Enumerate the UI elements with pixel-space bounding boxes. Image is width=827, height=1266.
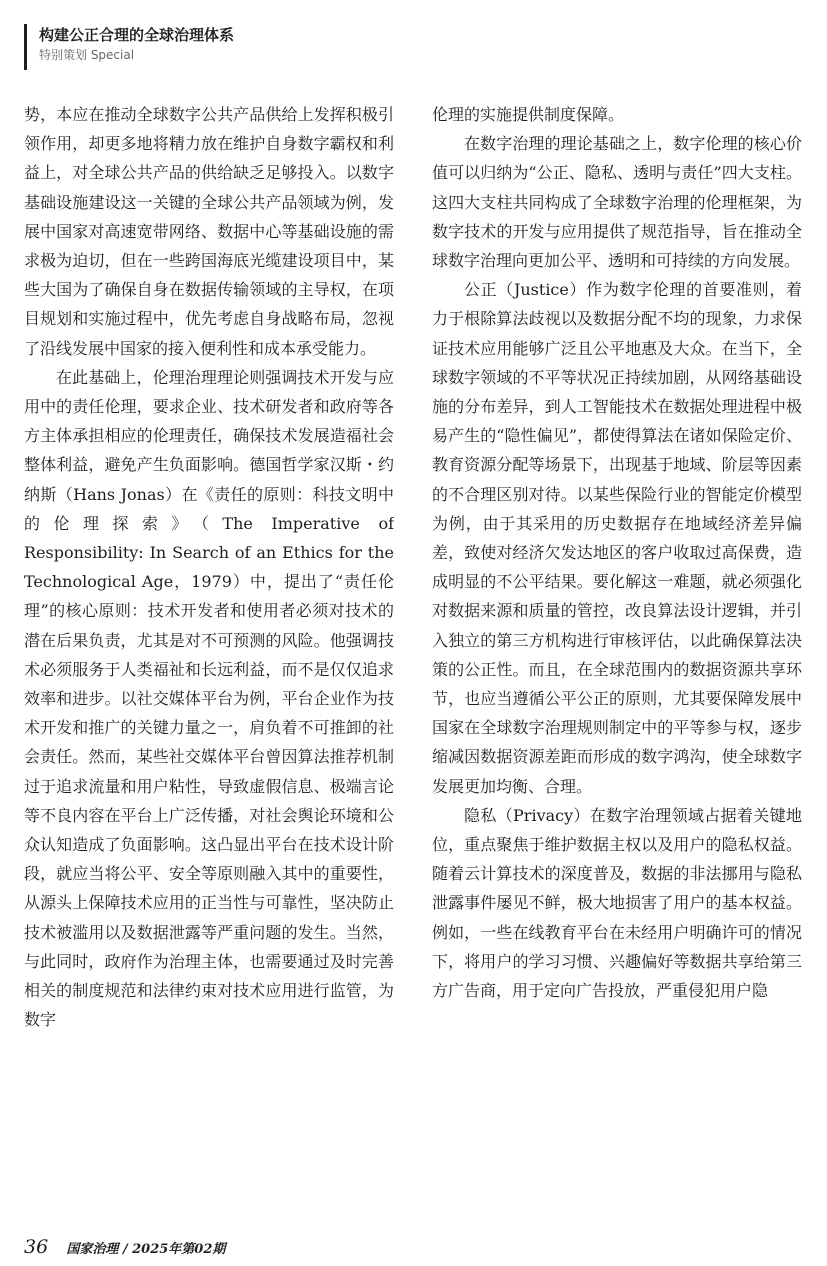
paragraph: 隐私（Privacy）在数字治理领域占据着关键地位，重点聚焦于维护数据主权以及用户的隐私权益。随着云计算技术的深度普及，数据的非法挪用与隐私泄露事件屡见不鲜，极大地损害了用户的基本权益。例如，一些在线教育平台在未经用户明确许可的情况下，将用户的学习习惯、兴趣偏好等数据共享给第三方广告商，用于定向广告投放，严重侵犯用户隐 [432, 805, 802, 1001]
section-subtitle: 特别策划 Special [39, 48, 135, 62]
paragraph: 势，本应在推动全球数字公共产品供给上发挥积极引领作用，却更多地将精力放在维护自身数字霸权和利益上，对全球公共产品的供给缺乏足够投入。以数字基础设施建设这一关键的全球公共产品领域为例，发展中国家对高速宽带网络、数据中心等基础设施的需求极为迫切，但在一些跨国海底光缆建设项目中，某些大国为了确保自身在数据传输领域的主导权，在项目规划和实施过程中，优先考虑自身战略布局，忽视了沿线发展中国家的接入便利性和成本承受能力。 [24, 105, 394, 358]
paragraph: 在此基础上，伦理治理理论则强调技术开发与应用中的责任伦理，要求企业、技术研发者和政府等各方主体承担相应的伦理责任，确保技术发展造福社会整体利益，避免产生负面影响。德国哲学家汉斯・约纳斯（Hans Jonas）在《责任的原则：科技文明中的伦理探索》（The Imperative of Responsibility: In Search of an Ethics for the Technological Age，1979）中，提出了“责任伦理”的核心原则：技术开发者和使用者必须对技术的潜在后果负责，尤其是对不可预测的风险。他强调技术必须服务于人类福祉和长远利益，而不是仅仅追求效率和进步。以社交媒体平台为例，平台企业作为技术开发和推广的关键力量之一，肩负着不可推卸的社会责任。然而，某些社交媒体平台曾因算法推荐机制过于追求流量和用户粘性，导致虚假信息、极端言论等不良内容在平台上广泛传播，对社会舆论环境和公众认知造成了负面影响。这凸显出平台在技术设计阶段，就应当将公平、安全等原则融入其中的重要性，从源头上保障技术应用的正当性与可靠性，坚决防止技术被滥用以及数据泄露等严重问题的发生。当然，与此同时，政府作为治理主体，也需要通过及时完善相关的制度规范和法律约束对技术应用进行监管，为数字 [24, 367, 394, 1030]
running-header [24, 24, 234, 70]
journal-issue: 国家治理 / 2025年第02期 [66, 1242, 226, 1257]
paragraph: 伦理的实施提供制度保障。 [432, 105, 625, 124]
right-column [432, 100, 802, 1200]
page-number: 36 [24, 1236, 49, 1258]
section-title: 构建公正合理的全球治理体系 [39, 26, 235, 44]
paragraph: 在数字治理的理论基础之上，数字伦理的核心价值可以归纳为“公正、隐私、透明与责任”四大支柱。这四大支柱共同构成了全球数字治理的伦理框架，为数字技术的开发与应用提供了规范指导，旨在推动全球数字治理向更加公平、透明和可持续的方向发展。 [432, 134, 802, 271]
page-footer [24, 1237, 225, 1260]
left-column [24, 100, 394, 1200]
paragraph: 公正（Justice）作为数字伦理的首要准则，着力于根除算法歧视以及数据分配不均的现象，力求保证技术应用能够广泛且公平地惠及大众。在当下，全球数字领域的不平等状况正持续加剧，从网络基础设施的分布差异，到人工智能技术在数据处理进程中极易产生的“隐性偏见”，都使得算法在诸如保险定价、教育资源分配等场景下，出现基于地域、阶层等因素的不合理区别对待。以某些保险行业的智能定价模型为例，由于其采用的历史数据存在地域经济差异偏差，致使对经济欠发达地区的客户收取过高保费，造成明显的不公平结果。要化解这一难题，就必须强化对数据来源和质量的管控，改良算法设计逻辑，并引入独立的第三方机构进行审核评估，以此确保算法决策的公正性。而且，在全球范围内的数据资源共享环节，也应当遵循公平公正的原则，尤其要保障发展中国家在全球数字治理规则制定中的平等参与权，逐步缩减因数据资源差距而形成的数字鸿沟，使全球数字发展更加均衡、合理。 [432, 280, 802, 796]
